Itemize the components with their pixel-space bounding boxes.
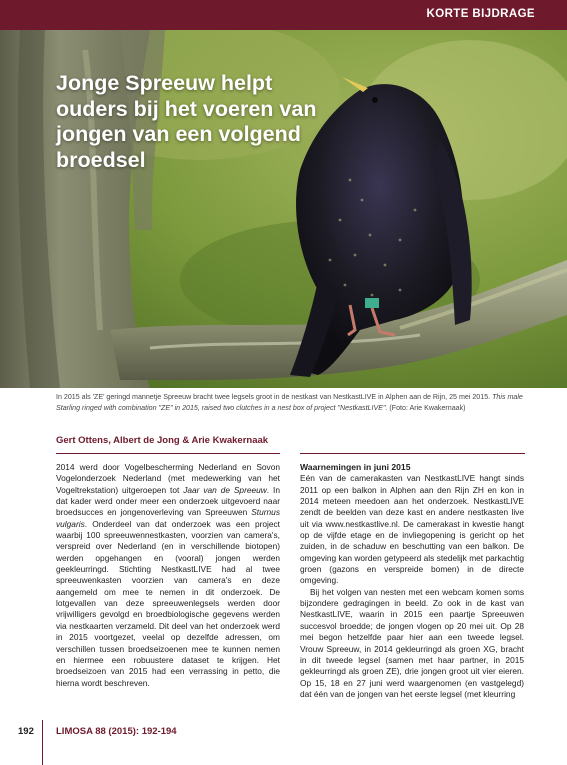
footer-divider [42,720,43,765]
section-label: KORTE BIJDRAGE [426,8,535,20]
page-number: 192 [18,726,34,737]
caption-dutch: In 2015 als 'ZE' geringd mannetje Spreeuw bracht twee legsels groot in de nestkast van NestkastLIVE in Alphen aan de Rijn, 25 mei 2015. [56,393,493,401]
photo-caption [56,392,534,413]
body-column-right [300,462,524,700]
authors: Gert Ottens, Albert de Jong & Arie Kwakernaak [56,435,269,446]
divider-left [56,453,280,454]
body-paragraph: Bij het volgen van nesten met een webcam komen soms bijzondere gedragingen in beeld. Zo ook in de kast van NestkastLIVE, waarin in 2015 een paartje Spreeuwen succesvol broedde; de jongen vlogen op 20 mei uit. Op 28 mei begon hetzelfde paar hier aan een tweede legsel. Vrouw Spreeuw, in 2014 gekleurringd als groen XG, bracht in dit tweede legsel (samen met haar partner, in 2015 gekleurringd als groen ZE), drie jongen groot uit vier eieren. Op 15, 18 en 27 juni werd waargenomen (en vastgelegd) dat één van de jongen van het eerste legsel (met kleurring [300,586,524,699]
caption-english: This male Starling ringed with combination "ZE" in 2015, raised two clutches in a nest box of project "NestkastLIVE". [56,393,523,412]
section-subheading: Waarnemingen in juni 2015 [300,462,411,472]
section-header-bar [0,0,567,30]
body-paragraph: Eén van de camerakasten van NestkastLIVE hangt sinds 2011 op een balkon in Alphen aan den Rijn ZH en kon in 2014 meteen meedoen aan het onderzoek. NestkastLIVE zendt de beelden van deze kast en andere nestkasten live uit via www.nestkastlive.nl. De camerakast in kwestie hangt op de vijfde etage en de invliegopening is gericht op het zuiden, in de schaduw en beschutting van een balkon. De omgeving kan worden getypeerd als stedelijk met parkachtig groen (gazons en verspreide bomen) in de directe omgeving. [300,473,524,586]
intro-paragraph: 2014 werd door Vogelbescherming Nederland en Sovon Vogelonderzoek Nederland (met medewerking van het Vogeltrekstation) uitgeroepen tot Jaar van de Spreeuw. In dat kader werd onder meer een onderzoek uitgevoerd naar broedsucces en jongenoverleving van Spreeuwen Sturnus vulgaris. Onderdeel van dat onderzoek was een project waarbij 100 spreeuwennestkasten, voorzien van camera's, verspreid over Nederland (en in verschillende biotopen) werden opgehangen en (vooral) jongen werden geekleurringd. Stichting NestkastLIVE had al twee spreeuwenkasten voorzien van camera's en deze aangemeld om mee te nemen in dit onderzoek. De lotgevallen van deze spreeuwenlegsels werden door vrijwilligers gevolgd en broedbiologische gegevens werden via nestkaarten verzameld. Dit deel van het onderzoek werd in 2015 voortgezet, veelal op dezelfde adressen, om verschillen tussen broedseizoenen mee te kunnen nemen en hiermee een robuustere dataset te krijgen. Het broedseizoen van 2015 had een verrassing in petto, die hierna wordt beschreven. [56,462,280,688]
caption-credit: (Foto: Arie Kwakernaak) [387,403,466,412]
divider-right [300,453,525,454]
article-title: Jonge Spreeuw helpt ouders bij het voeren van jongen van een volgend broedsel [56,71,317,172]
journal-reference: LIMOSA 88 (2015): 192-194 [56,726,177,737]
body-column-left [56,462,280,689]
